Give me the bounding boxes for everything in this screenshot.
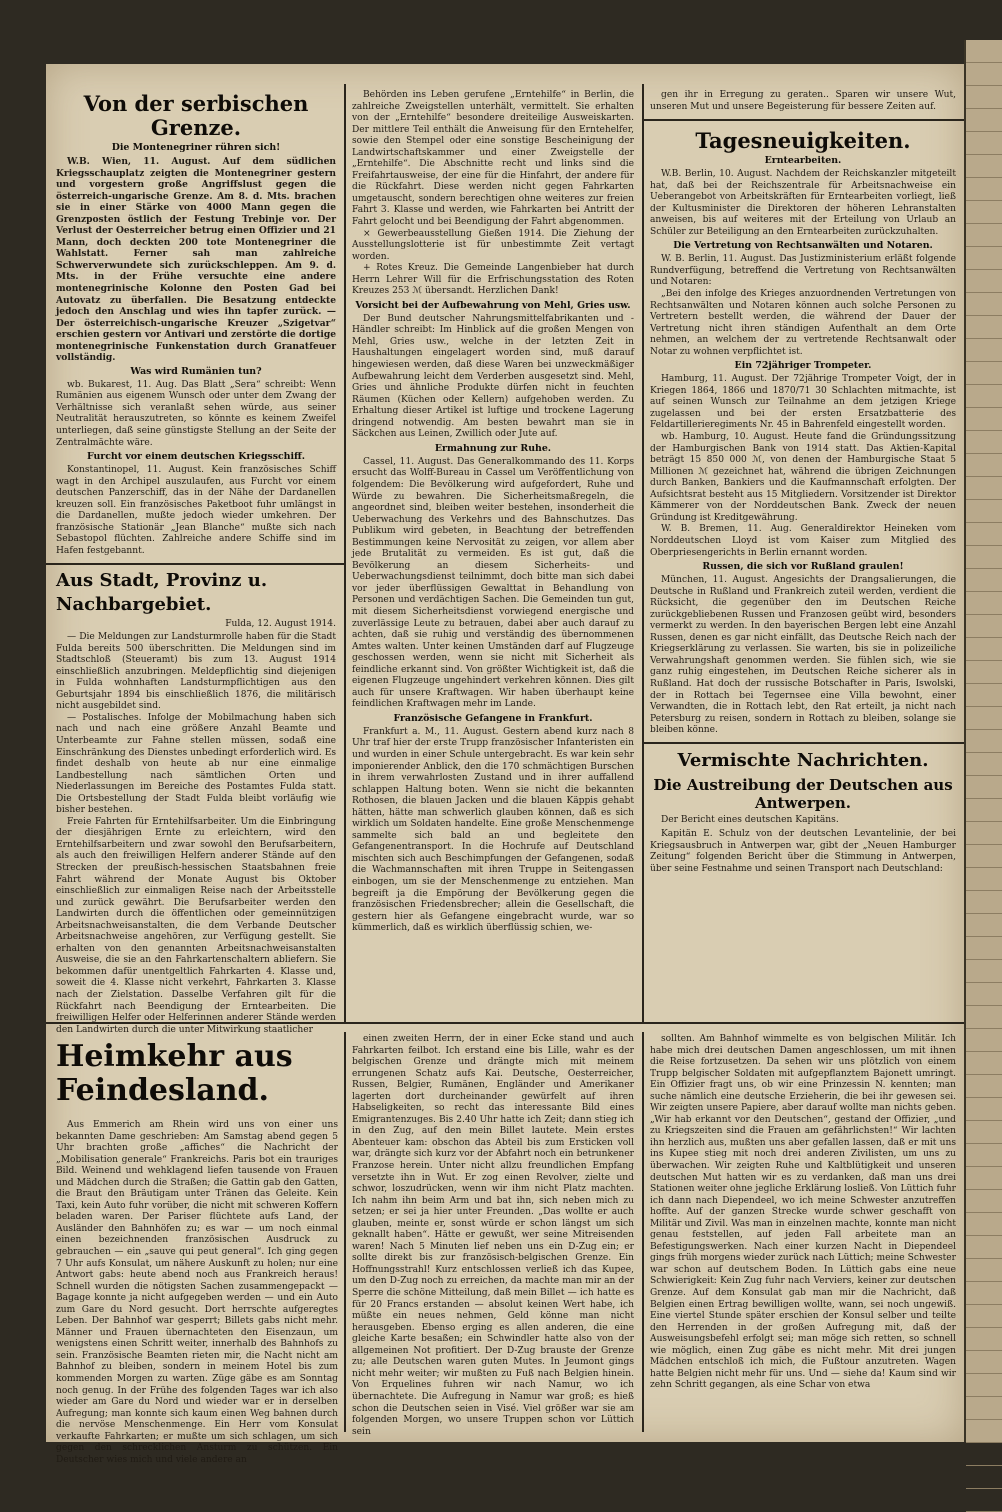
- article-homecoming-part1: Aus Emmerich am Rhein wird uns von einer uns bekannten Dame geschrieben: Am Samstag abend gegen 5 Uhr brachten große „affiches“ die Nachricht der „Mobilisation generale“ Frankreichs. Paris bot ein trauriges Bild. Weinend und wehklagend liefen tausende von Frauen und Mädchen durch die Straßen; die Gattin gab den Gatten, die Braut den Bräutigam unter Tränen das Geleite. Kein Taxi, kein Auto fuhr vorüber, die nicht mit schweren Koffern beladen waren. Der Pariser flüchtete aufs Land, der Ausländer den Bahnhöfen zu; es war — um noch einmal einen bezeichnenden französischen Ausdruck zu gebrauchen — ein „sauve qui peut general“. Ich ging gegen 7 Uhr aufs Konsulat, um nähere Auskunft zu holen; nur eine Antwort gabs: heute abend noch aus Frankreich heraus! Schnell wurden die nötigsten Sachen zusammengepackt — Bagage konnte ja nicht aufgegeben werden — und ein Auto zum Gare du Nord gesucht. Dort herrschte aufgeregtes Leben. Der Bahnhof war gesperrt; Billets gabs nicht mehr. Männer und Frauen übernachteten den Eisenzaun, um wenigstens einen Schritt weiter, innerhalb des Bahnhofs zu sein. Französische Beamten rieten mir, die Nacht nicht am Bahnhof zu bleiben, sondern in meinem Hotel bis zum kommenden Morgen zu warten. Züge gäbe es am Sonntag noch genug. In der Frühe des folgenden Tages war ich also wieder am Gare du Nord und wieder war er in derselben Aufregung; man konnte sich kaum einen Weg bahnen durch die nervöse Menschenmenge. Ein Herr vom Konsulat verkaufte Fahrkarten; er mußte um sich schlagen, um sich gegen den schrecklichen Ansturm zu schützen. Ein Deutscher wies mich und viele andere an: [56, 1120, 338, 1465]
- article-hamburg-bank: wb. Hamburg, 10. August. Heute fand die Gründungssitzung der Hamburgischen Bank von 1914 statt. Das Aktien-Kapital beträgt 15 850 000 ℳ, von denen der Hamburgische Staat 5 Millionen ℳ gezeichnet hat, während die übrigen Zeichnungen durch Banken, Bankiers und die Kaufmannschaft erfolgten. Der Aufsichtsrat besteht aus 15 Mitgliedern. Vorsitzender ist Direktor Kämmerer von der Norddeutschen Bank. Zweck der neuen Gründung ist Kreditgewährung.: [650, 432, 956, 523]
- scan-top-margin: [0, 0, 1000, 64]
- subhead-harvest: Erntearbeiten.: [764, 155, 842, 167]
- bottom-column-2: [352, 1034, 634, 1440]
- headline-local-news: Aus Stadt, Provinz u. Nachbargebiet.: [56, 569, 268, 615]
- subhead-montenegro: Die Montenegriner rühren sich!: [111, 142, 281, 153]
- subhead-warship: Furcht vor einem deutschen Kriegsschiff.: [86, 451, 306, 463]
- subhead-russians: Russen, die sich vor Rußland graulen!: [702, 561, 904, 573]
- article-continuation: gen ihr in Erregung zu geraten.. Sparen wir unsere Wut, unseren Mut und unsere Begeisterung für bessere Zeiten auf.: [650, 90, 956, 112]
- article-wien: W.B. Wien, 11. August. Auf dem südlichen Kriegsschauplatz zeigten die Montenegriner gestern und vorgestern große Angriffslust gegen die österreich-ungarische Grenze. Am 8. d. Mts. brachen sie in einer Stärke von 4000 Mann gegen die Grenzposten östlich der Festung Trebinje vor. Der Verlust der Oesterreicher betrug einen Offizier und 21 Mann, doch deckten 200 tote Montenegriner die Wahlstatt. Ferner sah man zahlreiche Schwerverwundete sich zurückschleppen. Am 9. d. Mts. in der Frühe versuchte eine andere montenegrinische Kolonne den Posten Gad bei Autovatz zu überfallen. Die Besatzung entdeckte jedoch den Anschlag und wies ihn tapfer zurück. — Der österreichisch-ungarische Kreuzer „Szigetvar“ erschien gestern vor Antivari und zerstörte die dortige montenegrinische Funkenstation durch Granatfeuer vollständig.: [56, 156, 336, 364]
- subhead-trumpeter: Ein 72jähriger Trompeter.: [734, 360, 872, 372]
- headline-homecoming: Heimkehr aus Feindesland.: [56, 1039, 293, 1108]
- column-rule-4: [642, 1032, 644, 1432]
- article-flour: Der Bund deutscher Nahrungsmittelfabrikanten und -Händler schreibt: Im Hinblick auf die großen Mengen von Mehl, Gries usw., welche in der letzten Zeit in Haushaltungen eingelagert worden sind, muß darauf hingewiesen werden, daß diese Waren bei unzweckmäßiger Aufbewahrung leicht dem Verderben ausgesetzt sind. Mehl, Gries und ähnliche Produkte dürfen nicht in feuchten Räumen (Küchen oder Kellern) aufgehoben werden. Zu Erhaltung dieser Artikel ist luftige und trockene Lagerung dringend notwendig. Am besten bewahrt man sie in Säckchen aus Leinen, Zwillich oder Jute auf.: [352, 313, 634, 440]
- bottom-column-1: [56, 1039, 338, 1465]
- article-bremen: W. B. Bremen, 11. Aug. Generaldirektor Heineken vom Norddeutschen Lloyd ist vom Kaiser zum Mitglied des Oberpriesengerichts in Berlin ernannt worden.: [650, 524, 956, 558]
- article-bukarest: wb. Bukarest, 11. Aug. Das Blatt „Sera“ schreibt: Wenn Rumänien aus eigenem Wunsch oder unter dem Zwang der Verhältnisse sich veranlaßt sehen würde, aus seiner Neutralität herauszutreten, so könnte es keinem Zweifel unterliegen, daß seine günstigste Stellung an der Seite der Zentralmächte wäre.: [56, 379, 336, 448]
- column-3: [650, 90, 956, 1020]
- newspaper-page: [46, 64, 964, 1465]
- column-rule-1: [344, 84, 346, 1024]
- article-erntehilfe: Behörden ins Leben gerufene „Erntehilfe“ in Berlin, die zahlreiche Zweigstellen unterhält, vermittelt. Sie erhalten von der „Erntehilfe“ besondere dreiteilige Ausweiskarten. Der mittlere Teil enthält die Anweisung für den Erntehelfer, sowie den Stempel oder eine sonstige Bescheinigung der Landwirtschaftskammer und einer Zweigstelle der „Erntehilfe“. Die Abschnitte recht und links sind die Freifahrtausweise, der eine für die Hinfahrt, der andere für die Rückfahrt. Diese werden nicht gegen Fahrkarten umgetauscht, sondern berechtigen ohne weiteres zur freien Fahrt 3. Klasse und werden, wie Fahrkarten bei Antritt der Fahrt gelocht und bei Beendigung der Fahrt abgenommen.: [352, 90, 634, 228]
- article-cassel: Cassel, 11. August. Das Generalkommando des 11. Korps ersucht das Wolff-Bureau in Cassel um Veröffentlichung von folgendem: Die Bevölkerung wird aufgefordert, Ruhe und Würde zu bewahren. Die Sicherheitsmaßregeln, die angeordnet sind, bleiben weiter bestehen, insonderheit die Ueberwachung des Verkehrs und des Bahnschutzes. Das Publikum wird gebeten, in Beachtung der betreffenden Bestimmungen keine Nervosität zu zeigen, vor allem aber jede Brutalität zu vermeiden. Es ist gut, daß die Bevölkerung an diesem Sicherheits- und Ueberwachungsdienst teilnimmt, doch bitte man sich dabei vor jeder überflüssigen Gewalttat in Behandlung von Personen und verdächtigen Sachen. Die Gemeinden tun gut, mit diesem Sicherheitsdienst vorwiegend energische und zuverlässige Leute zu betrauen, dabei aber auch darauf zu achten, daß sie ruhig und verständig des übernommenen Amtes walten. Unter keinen Umständen darf auf Flugzeuge geschossen werden, wenn sie nicht mit Sicherheit als feindliche erkannt sind. Von größter Wichtigkeit ist, daß die eigenen Flugzeuge ungehindert verkehren können. Dies gilt auch für unsere Kraftwagen. Wir haben überhaupt keine feindlichen Kraftwagen mehr im Lande.: [352, 456, 634, 710]
- article-konstantinopel: Konstantinopel, 11. August. Kein französisches Schiff wagt in den Archipel auszulaufen, aus Furcht vor einem deutschen Panzerschiff, das in der Nähe der Dardanellen kreuzen soll. Ein französisches Paketboot fuhr umlängst in die Dardanellen, mußte jedoch wieder umkehren. Der französische Stationär „Jean Blanche“ mußte sich nach Sebastopol flüchten. Zahlreiche andere Schiffe sind im Hafen festgebannt.: [56, 465, 336, 556]
- column-rule-3: [344, 1032, 346, 1432]
- article-justice-quote: „Bei den infolge des Krieges anzuordnenden Vertretungen von Rechtsanwälten und Notaren können auch solche Personen zu Vertretern bestellt werden, die während der Dauer der Vertretung nicht ihren ständigen Aufenthalt an dem Orte nehmen, an welchem der zu vertretende Rechtsanwalt oder Notar zu wohnen verpflichtet ist.: [650, 289, 956, 357]
- headline-serbian-border: Von der serbischen Grenze.: [83, 91, 309, 140]
- column-2: [352, 90, 634, 1020]
- bottom-column-3: [650, 1034, 956, 1440]
- subhead-prisoners: Französische Gefangene in Frankfurt.: [393, 712, 593, 724]
- subhead-lawyers: Die Vertretung von Rechtsanwälten und Notaren.: [673, 240, 933, 252]
- article-captain-report: Kapitän E. Schulz von der deutschen Levantelinie, der bei Kriegsausbruch in Antwerpen war, gibt der „Neuen Hamburger Zeitung“ folgenden Bericht über die Stimmung in Antwerpen, über seine Festnahme und seinen Transport nach Deutschland:: [650, 829, 956, 874]
- divider: [642, 119, 964, 121]
- divider: [642, 742, 964, 744]
- article-red-cross: + Rotes Kreuz. Die Gemeinde Langenbieber hat durch Herrn Lehrer Will für die Erfrischungsstation des Roten Kreuzes 253 ℳ übersandt. Herzlichen Dank!: [352, 263, 634, 297]
- adjacent-page-edge: [964, 40, 1002, 1442]
- article-hamburg-trumpeter: Hamburg, 11. August. Der 72jährige Trompeter Voigt, der in Kriegen 1864, 1866 und 1870/71 30 Schlachten mitmachte, ist auf seinen Wunsch zur Teilnahme an dem jetzigen Kriege zugelassen und bei der ersten Ersatzbatterie des Feldartillerieregiments Nr. 45 in Bahrenfeld eingestellt worden.: [650, 374, 956, 431]
- article-frankfurt: Frankfurt a. M., 11. August. Gestern abend kurz nach 8 Uhr traf hier der erste Trupp französischer Infanteristen ein und wurden in einer Schule untergebracht. Es war kein sehr imponierender Anblick, den die 170 schmächtigen Burschen in ihrem verwahrlosten Zustand und in ihrer auffallend schlappen Haltung boten. Wenn sie nicht die bekannten Rothosen, die blauen Jacken und die blauen Käppis gehabt hätten, hätte man schwerlich glauben können, daß es sich wirklich um Soldaten handelte. Eine große Menschenmenge sammelte sich bald an und begleitete den Gefangenentransport. In die Hochrufe auf Deutschland mischten sich auch Beschimpfungen der Gefangenen, sodaß die Wachmannschaften mit ihren Truppe in Seitengassen einbogen, um sie der Menschenmenge zu entziehen. Man begreift ja die Empörung der Bevölkerung gegen die französischen Friedensbrecher; allein die Gesellschaft, die gestern hier als Gefangene eingebracht wurde, war so kümmerlich, daß es wirklich überflüssig schien, we-: [352, 726, 634, 934]
- article-postal: — Postalisches. Infolge der Mobilmachung haben sich nach und nach eine größere Anzahl Beamte und Unterbeamte zur Fahne stellen müssen, sodaß eine Einschränkung des Dienstes unbedingt erforderlich wird. Es findet deshalb von heute ab nur eine einmalige Landbestellung nach sämtlichen Orten und Niederlassungen im Bereiche des Postamtes Fulda statt. Die Ortsbestellung der Stadt Fulda bleibt vorläufig wie bisher bestehen.: [56, 712, 336, 816]
- article-munich: München, 11. August. Angesichts der Drangsalierungen, die Deutsche in Rußland und Frankreich zuteil werden, verdient die Rücksicht, die gegenüber den im Deutschen Reiche zurückgebliebenen Russen und Franzosen geübt wird, besonders vermerkt zu werden. In den bayerischen Bergen lebt eine Anzahl Russen, denen es gar nicht einfällt, das Deutsche Reich nach der Kriegserklärung zu verlassen. Sie warten, bis sie in polizeiliche Verwahrungshaft genommen werden. Sie fühlen sich, wie sie ganz ruhig eingestehen, im Deutschen Reiche sicherer als in Rußland. Hat doch der russische Botschafter in Paris, Iswolski, der in Rottach bei Tegernsee eine Villa bewohnt, einer Verwandten, die in Rottach lebt, den Rat erteilt, ja nicht nach Petersburg zu reisen, sondern in Rottach zu bleiben, solange sie bleiben könne.: [650, 575, 956, 736]
- subhead-flour: Vorsicht bei der Aufbewahrung von Mehl, Gries usw.: [355, 299, 631, 311]
- dateline-fulda: Fulda, 12. August 1914.: [225, 618, 336, 629]
- article-landsturm: — Die Meldungen zur Landsturmrolle haben für die Stadt Fulda bereits 500 überschritten. Die Meldungen sind im Stadtschloß (Steueramt) bis zum 13. August 1914 einschließlich anzubringen. Meldepflichtig sind diejenigen in Fulda wohnhaften Landsturmpflichtigen aus den Geburtsjahr 1894 bis einschließlich 1876, die militärisch nicht ausgebildet sind.: [56, 632, 336, 712]
- article-homecoming-part2: einen zweiten Herrn, der in einer Ecke stand und auch Fahrkarten feilbot. Ich erstand eine bis Lille, wahr es der belgischen Grenze und drängte mich mit meinem errungenen Schatz aufs Kai. Deutsche, Oesterreicher, Russen, Belgier, Rumänen, Engländer und Amerikaner lagerten dort durcheinander gewürfelt auf ihren Habseligkeiten, so recht das interessante Bild eines Emigrantenzuges. Bis 2.40 Uhr hatte ich Zeit; dann stieg ich in den Zug, auf den mein Billet lautete. Mein erstes Abenteuer kam: obschon das Abteil bis zum Ersticken voll war, drängte sich kurz vor der Abfahrt noch ein betrunkener Franzose herein. Unter nicht allzu freundlichen Empfang versetzte ihn in Wut. Er zog einen Revolver, zielte und schwor, loszudrücken, wenn wir ihm nicht Platz machten. Ich nahm ihn beim Arm und bat ihn, sich neben mich zu setzen; er sei ja hier unter Freunden. „Das wollte er auch glauben, meinte er, sonst würde er schon längst um sich geknallt haben“. Hätte er gewußt, wer seine Mitreisenden waren! Nach 5 Minuten lief neben uns ein D-Zug ein; er sollte direkt bis zur französisch-belgischen Grenze. Ein Hoffnungsstrahl! Kurz entschlossen verließ ich das Kupee, um den D-Zug noch zu erreichen, da machte man mir an der Sperre die schöne Mitteilung, daß mein Billet — ich hatte es für 20 Francs erstanden — absolut keinen Wert habe, ich müßte ein neues nehmen, Geld könne man nicht herausgeben. Ebenso erging es allen anderen, die eine gleiche Karte besaßen; ein Schwindler hatte also von der allgemeinen Not profitiert. Der D-Zug brauste der Grenze zu; alle Deutschen waren guten Mutes. In Jeumont gings nicht mehr weiter; wir mußten zu Fuß nach Belgien hinein. Von Erquelines fuhren wir nach Namur, wo ich übernachtete. Die Aufregung in Namur war groß; es hieß schon die Deutschen seien in Visé. Viel größer war sie am folgenden Morgen, wo unsere Truppen schon vor Lüttich sein: [352, 1034, 634, 1437]
- divider: [46, 563, 346, 565]
- headline-misc: Vermischte Nachrichten.: [677, 749, 929, 771]
- headline-daily-news: Tagesneuigkeiten.: [695, 128, 911, 154]
- subhead-romania: Was wird Rumänien tun?: [130, 365, 262, 377]
- article-berlin-justice: W. B. Berlin, 11. August. Das Justizministerium erläßt folgende Rundverfügung, betreffend die Vertretung von Rechtsanwälten und Notaren:: [650, 254, 956, 288]
- subhead-calm: Ermahnung zur Ruhe.: [434, 442, 552, 454]
- article-berlin-harvest: W.B. Berlin, 10. August. Nachdem der Reichskanzler mitgeteilt hat, daß bei der Reichszentrale für Arbeitsnachweise ein Ueberangebot von Arbeitskräften für Erntearbeiten vorliegt, ließ der Kultusminister die Direktoren der höheren Lehranstalten anweisen, bis auf weiteres mit der Erteilung von Urlaub an Schüler zur Beteiligung an den Erntearbeiten zurückzuhalten.: [650, 169, 956, 237]
- article-free-rides: Freie Fahrten für Erntehilfsarbeiter. Um die Einbringung der diesjährigen Ernte zu erleichtern, wird den Erntehilfsarbeitern und zwar sowohl den Berufsarbeitern, als auch den freiwilligen Helfern anderer Stände auf den Strecken der preußisch-hessischen Staatsbahnen freie Fahrt während der Monate August bis Oktober einschließlich zur einmaligen Reise nach der Arbeitsstelle und zurück gewährt. Die Berufsarbeiter werden den Landwirten durch die öffentlichen oder gemeinnützigen Arbeitsnachweisanstalten, die dem Verbande Deutscher Arbeitsnachweise angehören, zur Verfügung gestellt. Sie erhalten von den genannten Arbeitsnachweisanstalten Ausweise, die sie an den Fahrkartenschaltern abliefern. Sie bekommen dafür unentgeltlich Fahrkarten 4. Klasse und, soweit die 4. Klasse nicht verkehrt, Fahrkarten 3. Klasse nach der Zielstation. Dasselbe Verfahren gilt für die Rückfahrt nach Beendigung der Erntearbeiten. Die freiwilligen Helfer oder Helferinnen anderer Stände werden den Landwirten durch die unter Mitwirkung staatlicher: [56, 816, 336, 1035]
- column-rule-2: [642, 84, 644, 1024]
- headline-antwerp: Die Austreibung der Deutschen aus Antwerpen.: [653, 775, 953, 812]
- article-giessen: × Gewerbeausstellung Gießen 1914. Die Ziehung der Ausstellungslotterie ist für unbestimmte Zeit vertagt worden.: [352, 228, 634, 262]
- subhead-captain: Der Bericht eines deutschen Kapitäns.: [661, 814, 839, 825]
- column-1: [56, 91, 336, 1035]
- article-homecoming-part3: sollten. Am Bahnhof wimmelte es von belgischen Militär. Ich habe mich drei deutschen Damen angeschlossen, um mit ihnen die Reise fortzusetzen. Da sehen wir uns plötzlich von einem Trupp belgischer Soldaten mit aufgepflanztem Bajonett umringt. Ein Offizier fragt uns, ob wir eine Prinzessin N. kennten; man suche nämlich eine deutsche Erzieherin, die bei ihr gewesen sei. Wir zeigten unsere Papiere, aber darauf wollte man nichts geben. „Wir hab erkannt vor den Deutschen“, gestand der Offizier, „und zu Kriegszeiten sind die Frauen am gefährlichsten!“ Wir lachten ihn herzlich aus, mußten uns aber gefallen lassen, daß er mit uns ins Kupee stieg mit noch drei anderen Zivilisten, um uns zu überwachen. Wir zeigten Ruhe und Kaltblütigkeit und unseren deutschen Mut hatten wir es zu verdanken, daß man uns drei Stationen weiter ohne jegliche Erklärung losließ. Von Lüttich fuhr ich dann nach Diependeel, wo ich meine Schwester anzutreffen hoffte. Auf der ganzen Strecke wurde schwer geschafft von Militär und Zivil. Was man in einzelnen machte, konnte man nicht genau feststellen, auf jeden Fall arbeitete man an Befestigungswerken. Nach einer kurzen Nacht in Diependeel gings früh morgens wieder zurück nach Lüttich; meine Schwester war schon auf deutschem Boden. In Lüttich gabs eine neue Schwierigkeit: Kein Zug fuhr nach Verviers, keiner zur deutschen Grenze. Auf dem Konsulat gab man mir die Nachricht, daß Belgien einen Ertrag bewilligen wollte, wann, sei noch ungewiß. Eine viertel Stunde später erschien der Konsul selber und teilte den Herrenden in der großen Aufregung mit, daß der Ausweisungsbefehl erfolgt sei; man möge sich retten, so schnell wie möglich, einen Zug gäbe es nicht mehr. Mit drei jungen Mädchen entschloß ich mich, die Fußtour anzutreten. Wagen hatte Belgien nicht mehr für uns. Und — siehe da! Kaum sind wir zehn Schritt gegangen, als eine Schar von etwa: [650, 1034, 956, 1391]
